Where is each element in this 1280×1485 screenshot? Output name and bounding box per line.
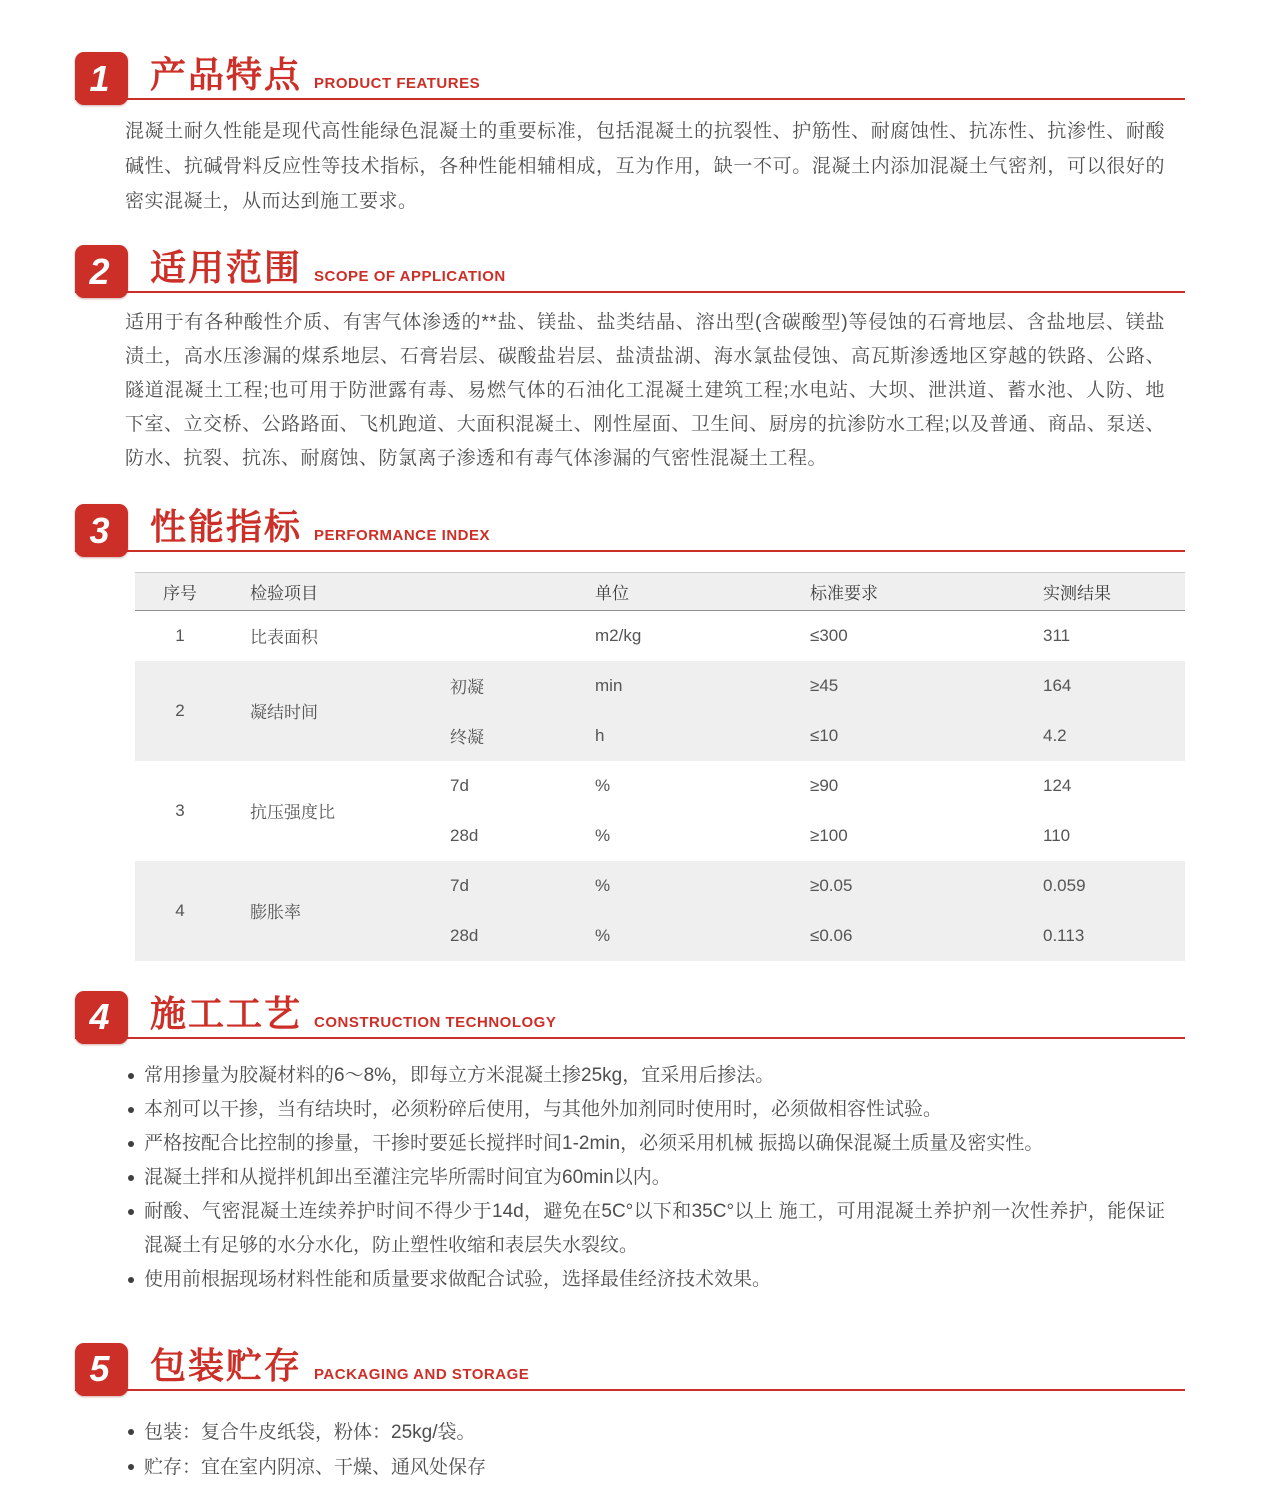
cell-unit: h	[575, 711, 790, 761]
section-number-badge	[75, 991, 128, 1044]
cell-result: 4.2	[1025, 711, 1185, 761]
cell-standard: ≤10	[790, 711, 1025, 761]
scope-paragraph: 适用于有各种酸性介质、有害气体渗透的**盐、镁盐、盐类结晶、溶出型(含碳酸型)等侵蚀的石膏地层、含盐地层、镁盐渍土，高水压渗漏的煤系地层、石膏岩层、碳酸盐岩层、盐渍盐湖、海水氯盐侵蚀、高瓦斯渗透地区穿越的铁路、公路、隧道混凝土工程;也可用于防泄露有毒、易燃气体的石油化工混凝土建筑工程;水电站、大坝、泄洪道、蓄水池、人防、地下室、立交桥、公路路面、飞机跑道、大面积混凝土、刚性屋面、卫生间、厨房的抗渗防水工程;以及普通、商品、泵送、防水、抗裂、抗冻、耐腐蚀、防氯离子渗透和有毒气体渗漏的气密性混凝土工程。	[125, 312, 1165, 469]
cell-standard: ≥45	[790, 661, 1025, 711]
section-scope-of-application	[75, 245, 1185, 476]
cell-sub: 初凝	[410, 661, 575, 711]
section-number-badge	[75, 504, 128, 557]
cell-sub: 28d	[450, 825, 479, 845]
cell-unit: m2/kg	[595, 625, 642, 645]
section-number: 4	[89, 996, 110, 1037]
cell-standard: ≥90	[810, 775, 839, 795]
cell-sub: 28d	[410, 911, 575, 961]
section-title-en: PACKAGING AND STORAGE	[314, 1365, 530, 1383]
list-item: 使用前根据现场材料性能和质量要求做配合试验，选择最佳经济技术效果。	[125, 1263, 1165, 1297]
section-number-badge	[75, 1343, 128, 1396]
section-header	[75, 1343, 1185, 1391]
table-row	[135, 861, 1185, 911]
section-header	[75, 991, 1185, 1039]
cell-standard: ≥0.05	[790, 861, 1025, 911]
cell-serial: 4	[135, 861, 225, 961]
table-row	[135, 661, 1185, 711]
section-number-badge	[75, 245, 128, 298]
list-item: 本剂可以干掺，当有结块时，必须粉碎后使用，与其他外加剂同时使用时，必须做相容性试验。	[125, 1093, 1165, 1127]
cell-serial: 2	[135, 661, 225, 761]
table-row	[135, 761, 1185, 811]
section-title-en: PERFORMANCE INDEX	[314, 527, 491, 544]
section-title-zh: 适用范围	[150, 247, 303, 288]
cell-sub: 7d	[410, 861, 575, 911]
cell-item: 抗压强度比	[250, 803, 335, 822]
cell-serial: 3	[175, 800, 185, 820]
cell-unit: min	[575, 661, 790, 711]
header-standard: 标准要求	[810, 584, 878, 603]
list-item: 耐酸、气密混凝土连续养护时间不得少于14d，避免在5C°以下和35C°以上 施工，可用混凝土养护剂一次性养护，能保证混凝土有足够的水分水化，防止塑性收缩和表层失水裂纹。	[125, 1195, 1165, 1263]
section-title-en: PRODUCT FEATURES	[314, 75, 481, 92]
list-item: 贮存：宜在室内阴凉、干燥、通风处保存	[125, 1450, 1165, 1485]
header-unit: 单位	[595, 584, 629, 603]
section-title-en: SCOPE OF APPLICATION	[314, 268, 506, 285]
section-title-en: CONSTRUCTION TECHNOLOGY	[314, 1013, 557, 1031]
list-item: 混凝土拌和从搅拌机卸出至灌注完毕所需时间宜为60min以内。	[125, 1161, 1165, 1195]
cell-standard: ≤300	[810, 625, 848, 645]
cell-item: 膨胀率	[225, 861, 410, 961]
section-title-zh: 性能指标	[150, 506, 303, 547]
section-performance-index	[75, 504, 1185, 961]
header-item: 检验项目	[250, 584, 318, 603]
section-packaging-and-storage	[75, 1343, 1185, 1485]
performance-index-table	[135, 572, 1185, 961]
cell-item: 比表面积	[250, 628, 318, 648]
cell-sub: 终凝	[410, 711, 575, 761]
header-result: 实测结果	[1043, 584, 1111, 603]
cell-unit: %	[595, 775, 611, 795]
list-item: 包装：复合牛皮纸袋，粉体：25kg/袋。	[125, 1415, 1165, 1450]
section-header	[75, 245, 1185, 293]
cell-unit: %	[575, 911, 790, 961]
cell-item: 凝结时间	[225, 661, 410, 761]
section-number: 2	[89, 250, 110, 292]
section-number-badge	[75, 52, 128, 105]
table-header-row	[135, 573, 1185, 611]
section-title-zh: 包装贮存	[150, 1344, 303, 1386]
table-row	[135, 611, 1185, 661]
cell-unit: %	[595, 825, 611, 845]
section-product-features	[75, 52, 1185, 219]
section-title-zh: 施工工艺	[150, 992, 303, 1034]
cell-result: 110	[1043, 825, 1071, 845]
cell-sub: 7d	[450, 775, 469, 795]
section-number: 1	[89, 57, 110, 99]
list-item: 严格按配合比控制的掺量，干掺时要延长搅拌时间1-2min，必须采用机械 振捣以确保混凝土质量及密实性。	[125, 1127, 1165, 1161]
cell-sub	[410, 611, 575, 661]
cell-result: 164	[1025, 661, 1185, 711]
packaging-bullet-list	[125, 1415, 1185, 1485]
section-construction-technology	[75, 991, 1185, 1297]
section-number: 5	[89, 1348, 110, 1389]
list-item: 常用掺量为胶凝材料的6～8%，即每立方米混凝土掺25kg，宜采用后掺法。	[125, 1059, 1165, 1093]
features-paragraph: 混凝土耐久性能是现代高性能绿色混凝土的重要标准，包括混凝土的抗裂性、护筋性、耐腐蚀性、抗冻性、抗渗性、耐酸碱性、抗碱骨料反应性等技术指标，各种性能相辅相成，互为作用，缺一不可。混凝土内添加混凝土气密剂，可以很好的密实混凝土，从而达到施工要求。	[125, 121, 1165, 212]
cell-result: 0.059	[1025, 861, 1185, 911]
cell-standard: ≤0.06	[790, 911, 1025, 961]
cell-result: 124	[1043, 775, 1072, 795]
section-header	[75, 504, 1185, 552]
section-number: 3	[89, 509, 110, 551]
cell-standard: ≥100	[810, 825, 848, 845]
cell-result: 311	[1043, 625, 1071, 645]
cell-serial: 1	[175, 625, 185, 645]
cell-result: 0.113	[1025, 911, 1185, 961]
section-title-zh: 产品特点	[150, 54, 303, 95]
cell-unit: %	[575, 861, 790, 911]
header-serial: 序号	[163, 584, 197, 603]
section-header	[75, 52, 1185, 100]
construction-bullet-list	[125, 1059, 1185, 1297]
